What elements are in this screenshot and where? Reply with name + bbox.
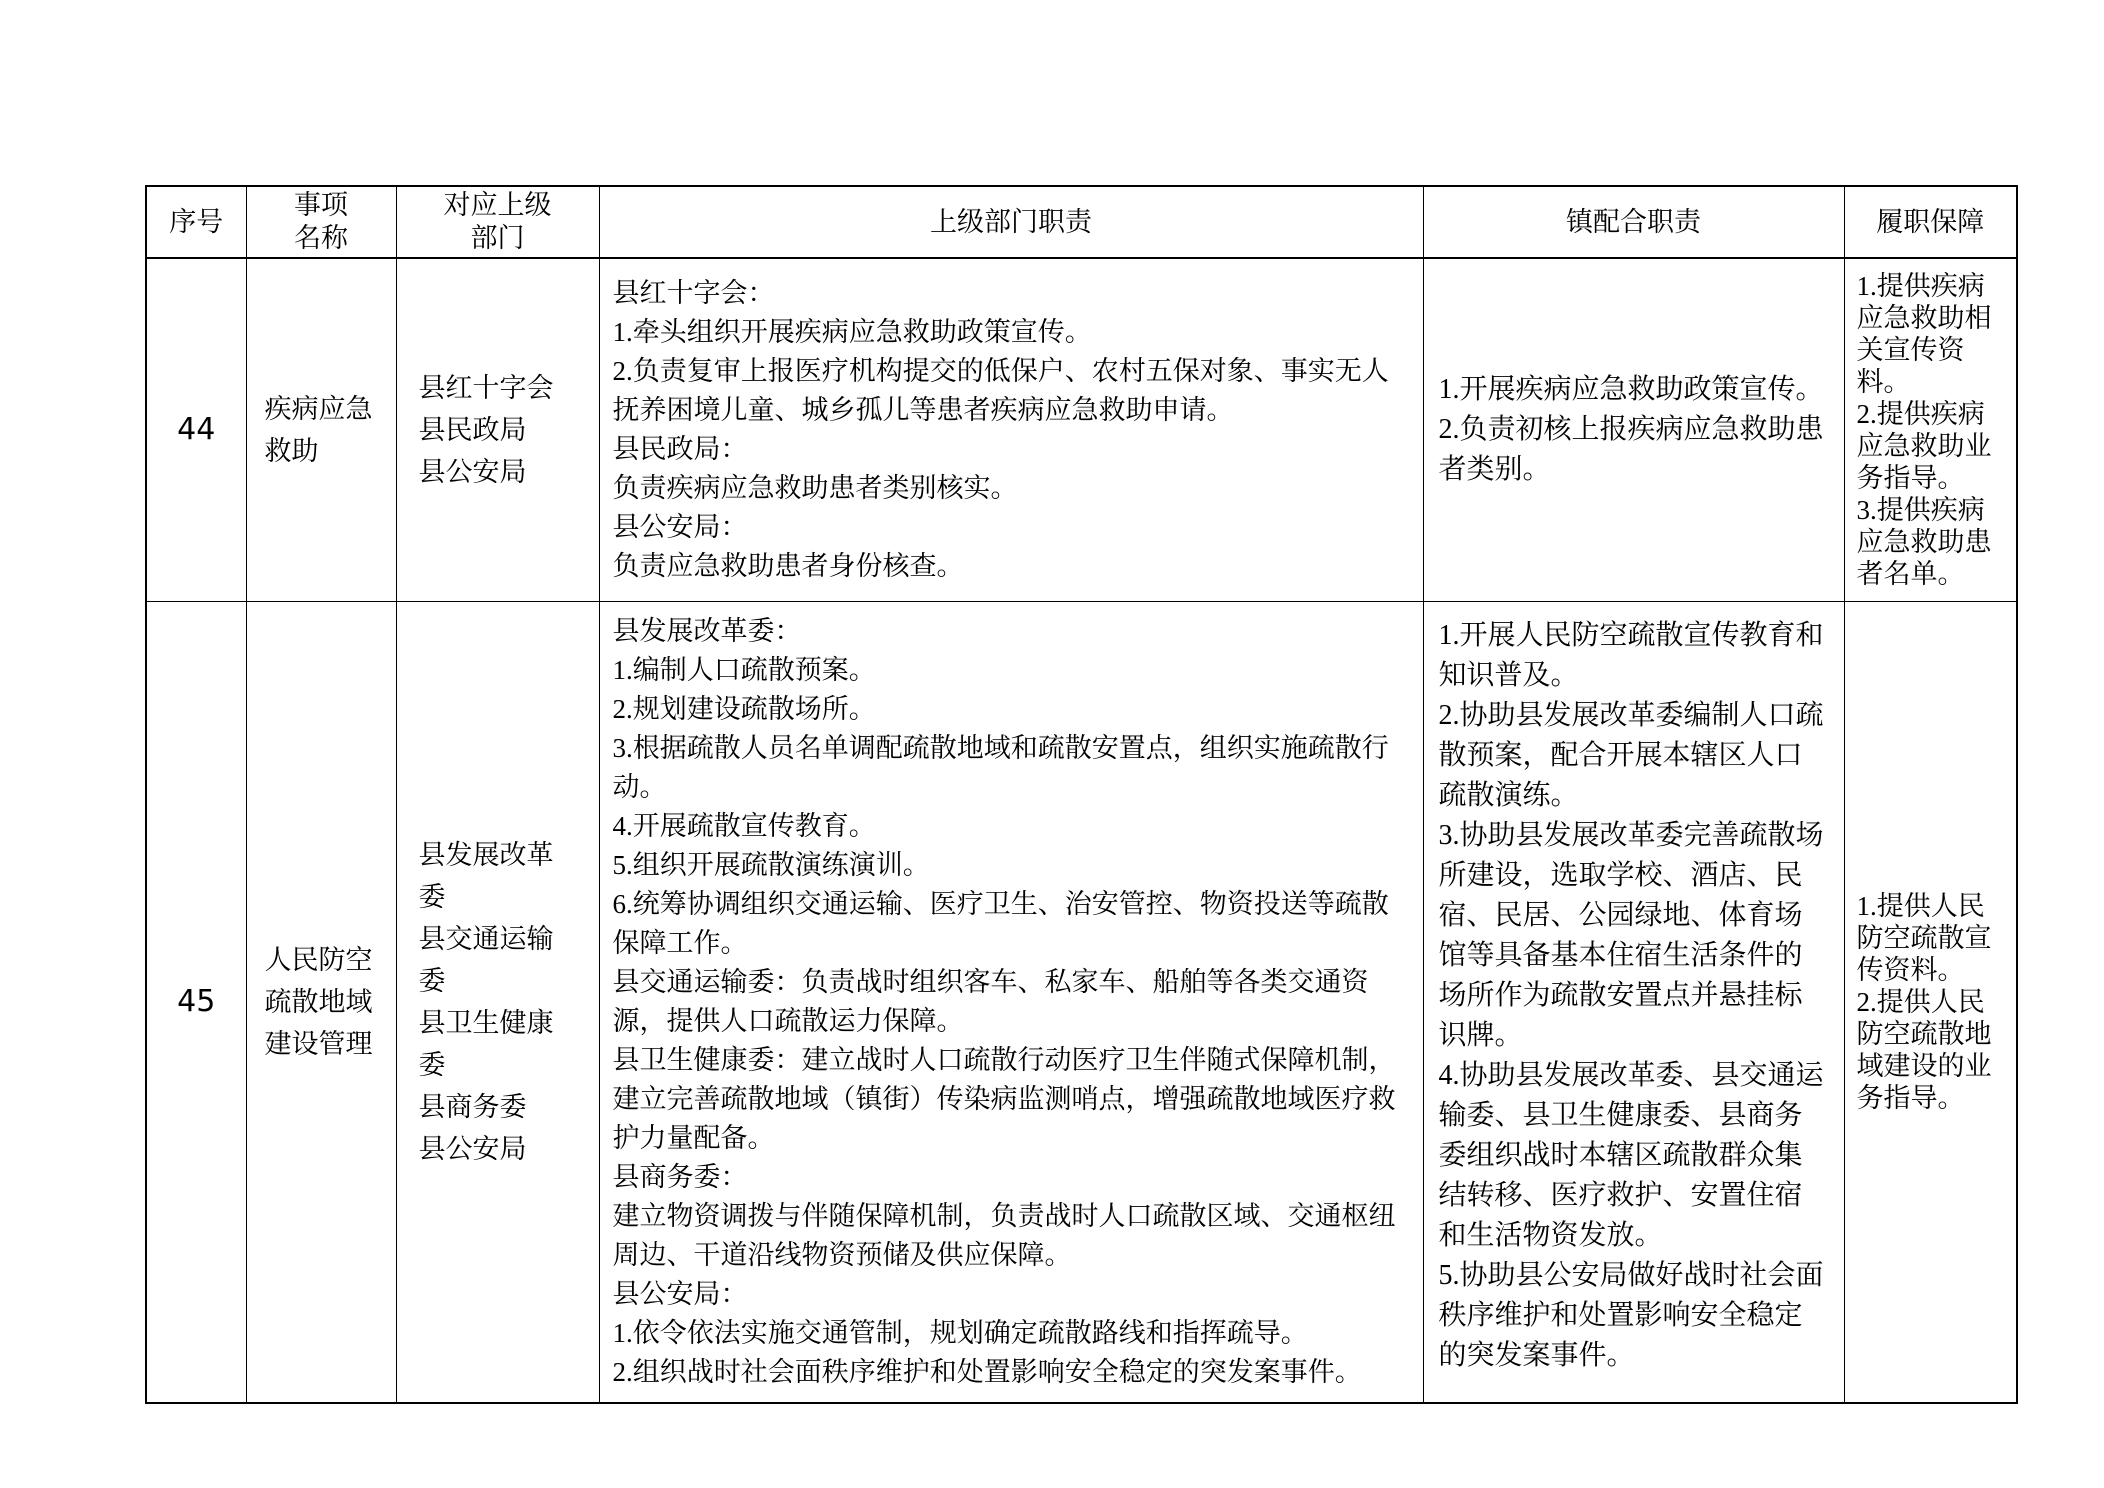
header-item-name: 事项 名称 <box>246 186 396 258</box>
header-guarantees: 履职保障 <box>1844 186 2017 258</box>
seq-cell: 44 <box>146 258 246 601</box>
table-row-45 <box>146 601 2017 1403</box>
superior-duties-cell: 县红十字会： 1.牵头组织开展疾病应急救助政策宣传。 2.负责复审上报医疗机构提交的低保户、农村五保对象、事实无人抚养困境儿童、城乡孤儿等患者疾病应急救助申请。 县民政局： 负责疾病应急救助患者类别核实。 县公安局： 负责应急救助患者身份核查。 <box>599 258 1423 601</box>
superior-departments-cell: 县发展改革委 县交通运输委 县卫生健康委 县商务委 县公安局 <box>396 601 599 1403</box>
header-superior-departments: 对应上级 部门 <box>396 186 599 258</box>
guarantee-cell: 1.提供人民防空疏散宣传资料。 2.提供人民防空疏散地域建设的业务指导。 <box>1844 601 2017 1403</box>
superior-duties-cell: 县发展改革委： 1.编制人口疏散预案。 2.规划建设疏散场所。 3.根据疏散人员名单调配疏散地域和疏散安置点，组织实施疏散行动。 4.开展疏散宣传教育。 5.组织开展疏散演练演训。 6.统筹协调组织交通运输、医疗卫生、治安管控、物资投送等疏散保障工作。 县交通运输委：负责战时组织客车、私家车、船舶等各类交通资源，提供人口疏散运力保障。 县卫生健康委：建立战时人口疏散行动医疗卫生伴随式保障机制，建立完善疏散地域（镇街）传染病监测哨点，增强疏散地域医疗救护力量配备。 县商务委： 建立物资调拨与伴随保障机制，负责战时人口疏散区域、交通枢纽周边、干道沿线物资预储及供应保障。 县公安局： 1.依令依法实施交通管制，规划确定疏散路线和指挥疏导。 2.组织战时社会面秩序维护和处置影响安全稳定的突发案事件。 <box>599 601 1423 1403</box>
guarantee-cell: 1.提供疾病应急救助相关宣传资料。 2.提供疾病应急救助业务指导。 3.提供疾病应急救助患者名单。 <box>1844 258 2017 601</box>
responsibility-table <box>145 185 2018 1404</box>
header-town-duties: 镇配合职责 <box>1423 186 1844 258</box>
town-duties-cell: 1.开展疾病应急救助政策宣传。 2.负责初核上报疾病应急救助患者类别。 <box>1423 258 1844 601</box>
item-name-cell: 疾病应急救助 <box>246 258 396 601</box>
item-name-cell: 人民防空疏散地域建设管理 <box>246 601 396 1403</box>
town-duties-cell: 1.开展人民防空疏散宣传教育和知识普及。 2.协助县发展改革委编制人口疏散预案，配合开展本辖区人口疏散演练。 3.协助县发展改革委完善疏散场所建设，选取学校、酒店、民宿、民居、公园绿地、体育场馆等具备基本住宿生活条件的场所作为疏散安置点并悬挂标识牌。 4.协助县发展改革委、县交通运输委、县卫生健康委、县商务委组织战时本辖区疏散群众集结转移、医疗救护、安置住宿和生活物资发放。 5.协助县公安局做好战时社会面秩序维护和处置影响安全稳定的突发案事件。 <box>1423 601 1844 1403</box>
superior-departments-cell: 县红十字会 县民政局 县公安局 <box>396 258 599 601</box>
seq-cell: 45 <box>146 601 246 1403</box>
table-row-44 <box>146 258 2017 601</box>
header-seq: 序号 <box>146 186 246 258</box>
header-superior-duties: 上级部门职责 <box>599 186 1423 258</box>
header-row <box>146 186 2017 258</box>
